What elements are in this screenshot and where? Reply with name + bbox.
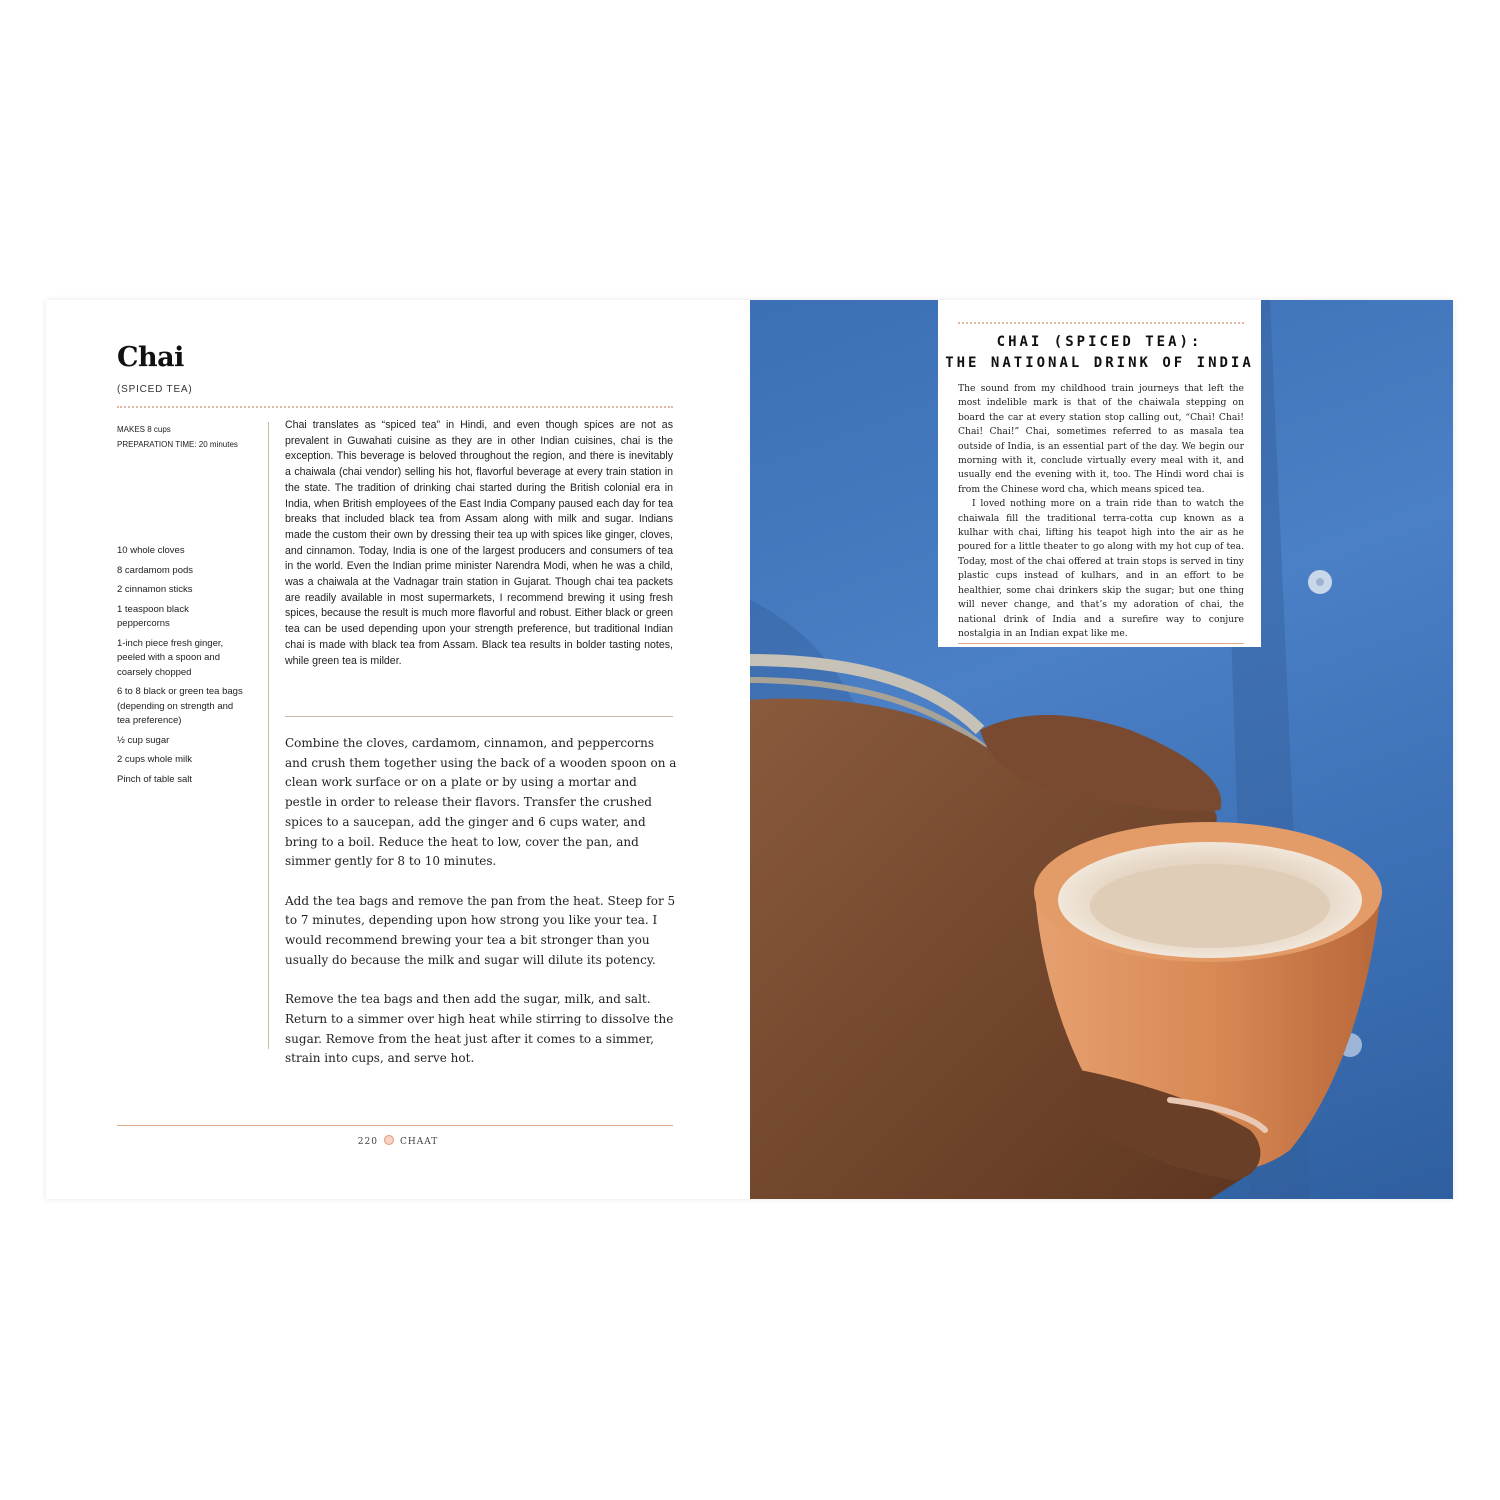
ingredient-item: 6 to 8 black or green tea bags (depending on strength and tea preference) xyxy=(117,686,243,726)
ingredient-item: ½ cup sugar xyxy=(117,734,170,746)
sidebar-paragraph: The sound from my childhood train journeys that left the most indelible mark is that of the chaiwala stepping on board the car at every station stop calling out, “Chai! Chai! Chai! Chai!” Chai, sometimes referred to as masala tea outside of India, is an essential part of the day. We begin our morning with it, conclude virtually every meal with it, and usually end the evening with it, too. The Hindi word chai is from the Chinese word cha, which means spiced tea. xyxy=(958,383,1244,495)
page-number: 220 xyxy=(357,1137,378,1147)
recipe-meta xyxy=(117,422,238,452)
sidebar-title-line2: THE NATIONAL DRINK OF INDIA xyxy=(945,355,1254,371)
section-name: CHAAT xyxy=(399,1137,439,1147)
dotted-divider xyxy=(117,406,673,408)
yield-text: MAKES 8 cups xyxy=(117,425,171,434)
ingredient-item: 2 cups whole milk xyxy=(117,754,192,765)
sidebar-title-line1: CHAI (SPICED TEA): xyxy=(996,334,1203,350)
sidebar-box xyxy=(938,300,1261,647)
ingredient-list xyxy=(117,544,243,792)
column-divider xyxy=(268,422,269,1049)
recipe-subtitle: (SPICED TEA) xyxy=(117,384,193,395)
recipe-step: Remove the tea bags and then add the sugar, milk, and salt. Return to a simmer over high heat while stirring to dissolve the sugar. Remove from the heat just after it comes to a simmer, strain into cups, and serve hot. xyxy=(285,992,674,1066)
ingredient-item: 10 whole cloves xyxy=(117,545,185,556)
book-spread xyxy=(46,300,1453,1199)
section-divider xyxy=(285,716,673,717)
footer-divider xyxy=(117,1125,673,1126)
recipe-title: Chai xyxy=(117,342,184,373)
bullet-icon xyxy=(384,1135,394,1145)
sidebar-paragraph: I loved nothing more on a train ride than to watch the chaiwala fill the traditional terra-cotta cup known as a kulhar with chai, lifting his teapot high into the air as he poured for a little theater to go along with my hot cup of tea. Today, most of the chai offered at train stops is served in tiny plastic cups instead of kulhars, and in an effort to be healthier, some chai drinkers skip the sugar; but one thing will never change, and that’s my adoration of chai, the national drink of India and a surefire way to conjure nostalgia in an Indian expat like me. xyxy=(958,498,1244,639)
sidebar-dotted-divider xyxy=(958,322,1244,324)
sidebar-bottom-divider xyxy=(958,643,1244,644)
recipe-steps xyxy=(285,734,677,1089)
recipe-step: Combine the cloves, cardamom, cinnamon, and peppercorns and crush them together using the back of a wooden spoon on a clean work surface or on a plate or by using a mortar and pestle in order to release their flavors. Transfer the crushed spices to a saucepan, add the ginger and 6 cups water, and bring to a boil. Reduce the heat to low, cover the pan, and simmer gently for 8 to 10 minutes. xyxy=(285,736,677,869)
ingredient-item: 8 cardamom pods xyxy=(117,564,194,576)
ingredient-item: 1 teaspoon black peppercorns xyxy=(117,603,189,629)
sidebar-title xyxy=(938,332,1261,374)
ingredient-item: Pinch of table salt xyxy=(117,773,192,785)
left-page xyxy=(46,300,750,1199)
ingredient-item: 1-inch piece fresh ginger, peeled with a spoon and coarsely chopped xyxy=(117,637,224,678)
sidebar-body xyxy=(958,382,1244,641)
prep-time-text: PREPARATION TIME: 20 minutes xyxy=(117,440,238,449)
recipe-step: Add the tea bags and remove the pan from the heat. Steep for 5 to 7 minutes, depending upon how strong you like your tea. I would recommend brewing your tea a bit stronger than you usually do because the milk and sugar will dilute its potency. xyxy=(285,893,676,967)
page-footer xyxy=(46,1135,750,1147)
ingredient-item: 2 cinnamon sticks xyxy=(117,584,193,595)
recipe-intro: Chai translates as “spiced tea” in Hindi, and even though spices are not as prevalent in Guwahati cuisine as they are in other Indian cuisines, chai is the exception. This beverage is beloved throughout the region, and there is inevitably a chaiwala (chai vendor) selling his hot, flavorful beverage at every train station in the state. The tradition of drinking chai started during the British colonial era in India, when British employees of the East India Company paused each day for tea breaks that included black tea from Assam along with milk and sugar. Indians made the custom their own by dressing their tea up with spices like ginger, cloves, and cinnamon. Today, India is one of the largest producers and consumers of tea in the world. Even the Indian prime minister Narendra Modi, when he was a child, was a chaiwala at the Vadnagar train station in Gujarat. Though chai tea packets are readily available in most supermarkets, I recommend brewing it using fresh spices, because the result is much more flavorful and robust. Either black or green tea can be used depending upon your strength preference, but traditional Indian chai is made with black tea from Assam. Black tea results in bolder tasting notes, while green tea is milder. xyxy=(285,419,673,667)
right-page xyxy=(750,300,1453,1199)
